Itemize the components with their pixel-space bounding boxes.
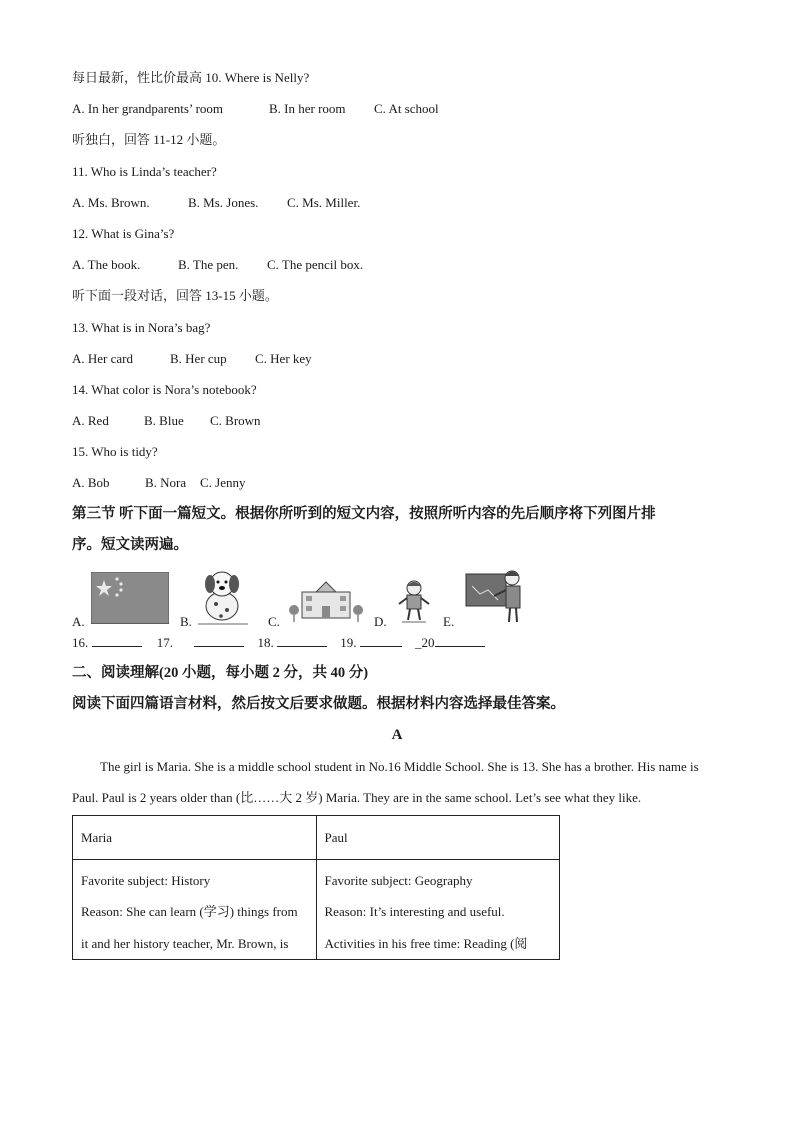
table-cell-maria <box>73 859 317 960</box>
table-cell-paul <box>316 859 560 960</box>
option-b[interactable]: B. Ms. Jones. <box>188 194 259 210</box>
answer-blank-19[interactable] <box>360 632 402 647</box>
question-13-options <box>72 343 722 374</box>
option-c[interactable]: C. Her key <box>255 350 312 366</box>
answer-blank-18[interactable] <box>277 632 327 647</box>
option-c[interactable]: C. The pencil box. <box>267 257 364 273</box>
option-b[interactable]: B. Nora <box>145 475 187 491</box>
blank-label-17: 17. <box>156 634 173 650</box>
picture-label-c: C. <box>268 613 280 629</box>
part-2-title: 二、阅读理解(20 小题，每小题 2 分，共 40 分) <box>72 664 369 681</box>
option-b[interactable]: B. Blue <box>144 413 184 429</box>
passage-a-text: The girl is Maria. She is a middle school student in No.16 Middle School. She is 13. She has a brother. His name is Paul. Paul is 2 years older than (比……大 2 岁) Maria. They are in the same school. Let’s see what they like. <box>72 758 699 806</box>
answer-blanks <box>72 627 722 658</box>
question-13: 13. What is in Nora’s bag? <box>72 319 211 335</box>
option-c[interactable]: C. Brown <box>210 413 261 429</box>
option-a[interactable]: A. Bob <box>72 475 110 491</box>
section-3-instruction-line1: 第三节 听下面一篇短文。根据你所听到的短文内容，按照所听内容的先后顺序将下列图片排 <box>72 505 656 522</box>
china-flag-picture[interactable] <box>91 572 169 624</box>
monologue-instruction: 听独白，回答 11-12 小题。 <box>72 132 226 148</box>
dog-picture[interactable] <box>194 566 252 626</box>
picture-label-a: A. <box>72 613 85 629</box>
boy-picture[interactable] <box>396 578 432 624</box>
question-10-options <box>72 93 722 124</box>
question-12: 12. What is Gina’s? <box>72 225 175 241</box>
blank-label-19: 19. <box>340 634 357 650</box>
picture-label-b: B. <box>180 613 192 629</box>
school-building-picture[interactable] <box>288 578 364 624</box>
section-3-instruction-line2: 序。短文读两遍。 <box>72 536 188 553</box>
part-2-instruction: 阅读下面四篇语言材料，然后按文后要求做题。根据材料内容选择最佳答案。 <box>72 695 565 712</box>
exam-page <box>72 62 722 960</box>
answer-blank-16[interactable] <box>92 632 142 647</box>
blank-label-20: _20 <box>415 634 435 650</box>
question-14: 14. What color is Nora’s notebook? <box>72 381 257 397</box>
question-14-options <box>72 405 722 436</box>
question-15-options <box>72 467 722 498</box>
teacher-blackboard-picture[interactable] <box>464 564 528 626</box>
maria-line-1: Favorite subject: History <box>81 872 211 888</box>
paul-line-1: Favorite subject: Geography <box>324 872 473 888</box>
blank-label-16: 16. <box>72 634 89 650</box>
option-a[interactable]: A. Her card <box>72 350 133 366</box>
blank-label-18: 18. <box>257 634 274 650</box>
option-a[interactable]: A. Red <box>72 413 109 429</box>
question-11-options <box>72 187 722 218</box>
option-c[interactable]: C. At school <box>374 101 439 117</box>
picture-label-d: D. <box>374 613 387 629</box>
option-a[interactable]: A. The book. <box>72 257 141 273</box>
dialog-instruction: 听下面一段对话，回答 13-15 小题。 <box>72 288 278 304</box>
paul-line-2: Reason: It’s interesting and useful. <box>324 904 505 920</box>
option-a[interactable]: A. In her grandparents’ room <box>72 101 224 117</box>
question-12-options <box>72 249 722 280</box>
option-c[interactable]: C. Ms. Miller. <box>287 194 361 210</box>
question-10: 每日最新，性比价最高 10. Where is Nelly? <box>72 70 310 85</box>
answer-blank-20[interactable] <box>435 632 485 647</box>
question-15: 15. Who is tidy? <box>72 444 158 460</box>
maria-line-2: Reason: She can learn (学习) things from <box>81 904 298 920</box>
maria-line-3: it and her history teacher, Mr. Brown, is <box>81 935 289 951</box>
option-a[interactable]: A. Ms. Brown. <box>72 194 150 210</box>
picture-options <box>72 564 722 630</box>
option-b[interactable]: B. In her room <box>269 101 346 117</box>
option-b[interactable]: B. The pen. <box>178 257 239 273</box>
paul-line-3: Activities in his free time: Reading (阅 <box>324 935 528 951</box>
answer-blank-17[interactable] <box>194 632 244 647</box>
option-c[interactable]: C. Jenny <box>200 475 246 491</box>
comparison-table <box>72 815 560 961</box>
option-b[interactable]: B. Her cup <box>170 350 227 366</box>
table-header-paul: Paul <box>316 815 560 859</box>
table-header-maria: Maria <box>73 815 317 859</box>
passage-a-heading: A <box>391 726 403 743</box>
question-11: 11. Who is Linda’s teacher? <box>72 163 217 179</box>
picture-label-e: E. <box>443 613 455 629</box>
